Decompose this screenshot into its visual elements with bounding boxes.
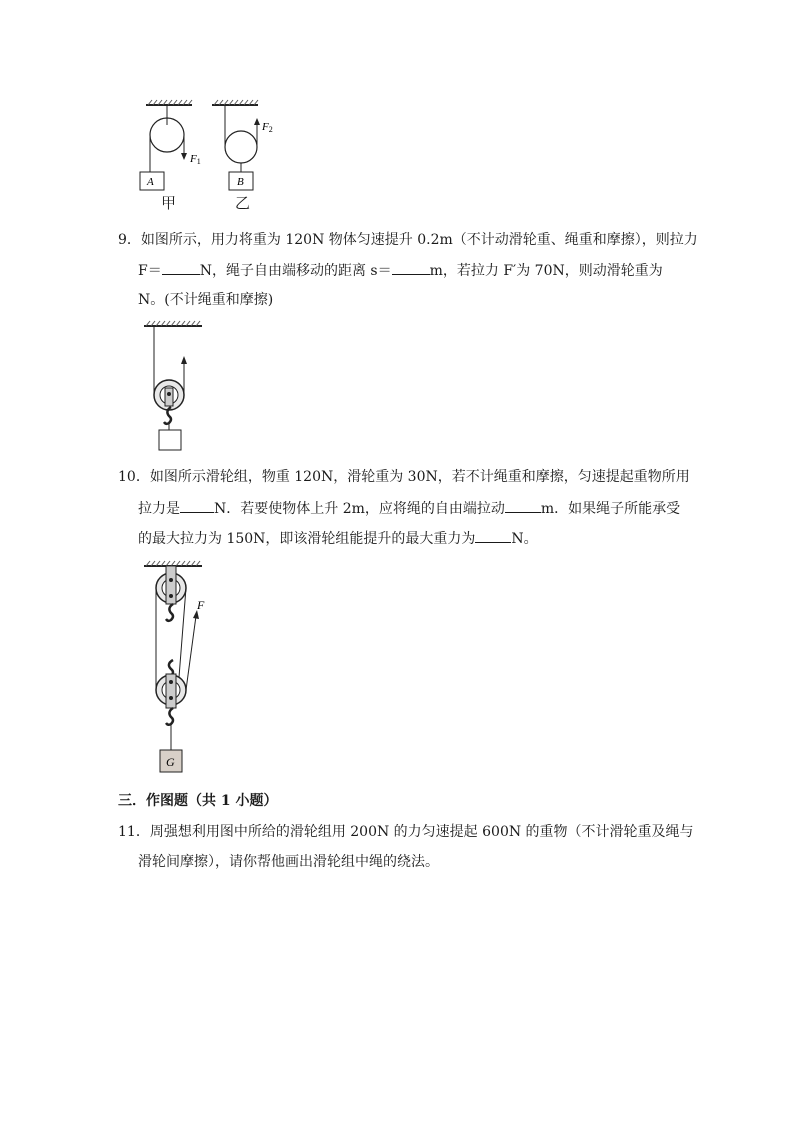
q10-line3: 的最大拉力为 150N，即该滑轮组能提升的最大重力为 N。 xyxy=(138,528,538,549)
q9-blank-distance[interactable] xyxy=(392,260,430,275)
q10-force-label: F xyxy=(197,598,205,612)
section-3-heading: 三．作图题（共 1 小题） xyxy=(118,793,278,809)
box-a-label: A xyxy=(147,176,154,188)
q9-line2: F＝ N，绳子自由端移动的距离 s＝ m，若拉力 F′为 70N，则动滑轮重为 xyxy=(138,260,663,281)
q10-line1: 10．如图所示滑轮组，物重 120N，滑轮重为 30N，若不计绳重和摩擦，匀速提起重物所用 xyxy=(118,469,690,485)
force-f2-label: F2 xyxy=(262,121,273,134)
q10-blank-distance[interactable] xyxy=(505,498,541,513)
q11-line2: 滑轮间摩擦），请你帮他画出滑轮组中绳的绕法。 xyxy=(138,854,439,870)
q10-blank-max-weight[interactable] xyxy=(475,528,511,543)
q9-figure-movable-pulley xyxy=(140,320,210,455)
q9-line1: 9．如图所示，用力将重为 120N 物体匀速提升 0.2m（不计动滑轮重、绳重和摩擦），则拉力 xyxy=(118,232,698,248)
q10-line2: 拉力是 N．若要使物体上升 2m，应将绳的自由端拉动 m．如果绳子所能承受 xyxy=(138,498,680,519)
q10-blank-force[interactable] xyxy=(180,498,214,513)
force-f1-label: F1 xyxy=(190,153,201,166)
figure-caption-yi: 乙 xyxy=(235,194,251,212)
q9-blank-force[interactable] xyxy=(162,260,200,275)
box-b-label: B xyxy=(237,176,244,188)
q11-line1: 11．周强想利用图中所给的滑轮组用 200N 的力匀速提起 600N 的重物（不计滑轮重及绳与 xyxy=(118,824,694,840)
q10-weight-label: G xyxy=(166,755,175,769)
figure-caption-jia: 甲 xyxy=(161,194,177,212)
q9-line3: N。(不计绳重和摩擦) xyxy=(138,292,274,308)
figure-top-pulleys xyxy=(130,95,290,215)
q10-figure-pulley-block xyxy=(140,560,220,778)
